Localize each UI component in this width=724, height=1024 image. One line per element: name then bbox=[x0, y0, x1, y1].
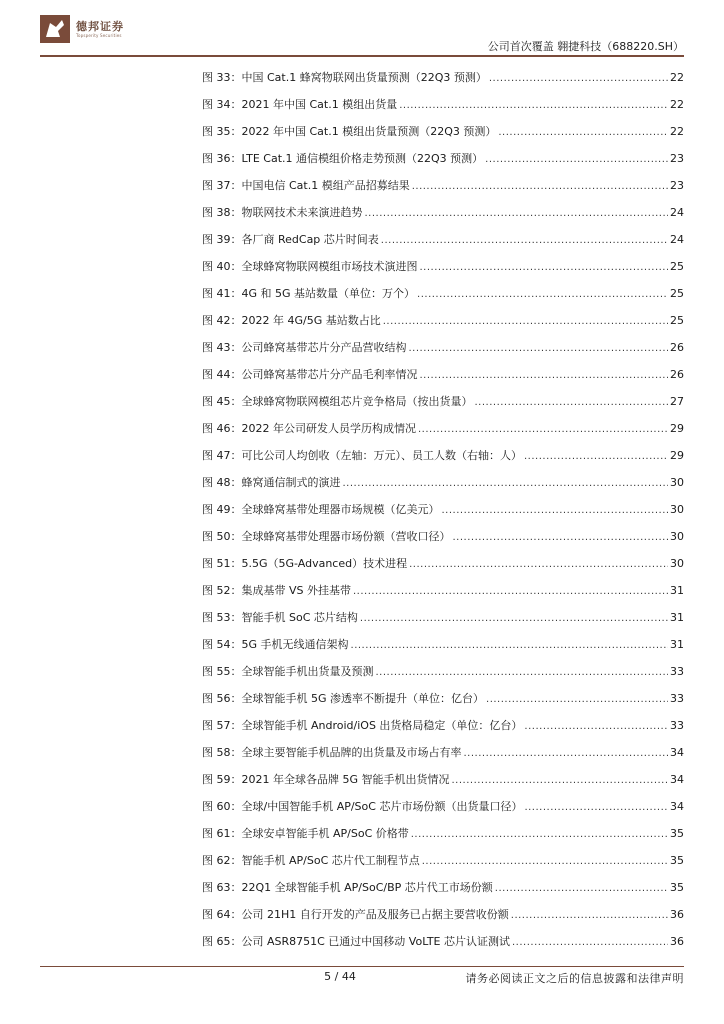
toc-entry-title: 图 53：智能手机 SoC 芯片结构 bbox=[202, 611, 358, 624]
toc-entry[interactable] bbox=[202, 253, 684, 280]
toc-entry-title: 图 40：全球蜂窝物联网模组市场技术演进图 bbox=[202, 260, 418, 273]
toc-entry[interactable] bbox=[202, 631, 684, 658]
toc-leader-dots bbox=[524, 713, 668, 740]
toc-leader-dots bbox=[383, 308, 668, 335]
toc-entry[interactable] bbox=[202, 523, 684, 550]
toc-entry-page: 22 bbox=[670, 125, 684, 138]
toc-entry-page: 31 bbox=[670, 638, 684, 651]
toc-leader-dots bbox=[365, 200, 669, 227]
toc-entry[interactable] bbox=[202, 820, 684, 847]
toc-entry-page: 30 bbox=[670, 557, 684, 570]
toc-leader-dots bbox=[376, 659, 669, 686]
toc-leader-dots bbox=[475, 389, 669, 416]
toc-leader-dots bbox=[489, 65, 668, 92]
toc-entry-page: 31 bbox=[670, 611, 684, 624]
toc-entry[interactable] bbox=[202, 442, 684, 469]
toc-entry-title: 图 56：全球智能手机 5G 渗透率不断提升（单位：亿台） bbox=[202, 692, 485, 705]
toc-entry-title: 图 51：5.5G（5G-Advanced）技术进程 bbox=[202, 557, 408, 570]
toc-entry-page: 24 bbox=[670, 233, 684, 246]
toc-leader-dots bbox=[409, 335, 669, 362]
toc-entry-page: 30 bbox=[670, 530, 684, 543]
toc-entry[interactable] bbox=[202, 307, 684, 334]
toc-entry-page: 23 bbox=[670, 179, 684, 192]
toc-entry[interactable] bbox=[202, 766, 684, 793]
toc-entry[interactable] bbox=[202, 91, 684, 118]
toc-entry-title: 图 44：公司蜂窝基带芯片分产品毛利率情况 bbox=[202, 368, 418, 381]
toc-entry-title: 图 36：LTE Cat.1 通信模组价格走势预测（22Q3 预测） bbox=[202, 152, 484, 165]
toc-leader-dots bbox=[399, 92, 668, 119]
toc-entry[interactable] bbox=[202, 739, 684, 766]
toc-entry-page: 24 bbox=[670, 206, 684, 219]
toc-leader-dots bbox=[422, 848, 668, 875]
toc-entry-page: 26 bbox=[670, 341, 684, 354]
toc-leader-dots bbox=[360, 605, 668, 632]
toc-entry-title: 图 64：公司 21H1 自行开发的产品及服务已占据主要营收份额 bbox=[202, 908, 509, 921]
toc-entry-page: 33 bbox=[670, 665, 684, 678]
toc-entry-page: 30 bbox=[670, 503, 684, 516]
toc-leader-dots bbox=[485, 146, 668, 173]
toc-entry-page: 29 bbox=[670, 449, 684, 462]
toc-entry[interactable] bbox=[202, 712, 684, 739]
toc-entry-title: 图 65：公司 ASR8751C 已通过中国移动 VoLTE 芯片认证测试 bbox=[202, 935, 510, 948]
toc-entry-page: 31 bbox=[670, 584, 684, 597]
toc-entry[interactable] bbox=[202, 604, 684, 631]
report-type: 公司首次覆盖 bbox=[487, 40, 554, 53]
legal-disclaimer: 请务必阅读正文之后的信息披露和法律声明 bbox=[465, 972, 684, 985]
toc-entry-page: 35 bbox=[670, 827, 684, 840]
toc-entry-title: 图 35：2022 年中国 Cat.1 模组出货量预测（22Q3 预测） bbox=[202, 125, 497, 138]
toc-entry-page: 35 bbox=[670, 881, 684, 894]
brand-logo bbox=[40, 14, 124, 44]
toc-entry-title: 图 62：智能手机 AP/SoC 芯片代工制程节点 bbox=[202, 854, 420, 867]
toc-leader-dots bbox=[511, 902, 668, 929]
toc-entry-title: 图 46：2022 年公司研发人员学历构成情况 bbox=[202, 422, 416, 435]
toc-leader-dots bbox=[452, 767, 669, 794]
toc-entry[interactable] bbox=[202, 388, 684, 415]
toc-entry-page: 29 bbox=[670, 422, 684, 435]
toc-entry-title: 图 43：公司蜂窝基带芯片分产品营收结构 bbox=[202, 341, 407, 354]
toc-leader-dots bbox=[464, 740, 669, 767]
toc-entry-page: 22 bbox=[670, 98, 684, 111]
toc-leader-dots bbox=[351, 632, 668, 659]
logo-name-cn: 德邦证券 bbox=[76, 19, 124, 33]
toc-entry[interactable] bbox=[202, 469, 684, 496]
toc-entry-title: 图 59：2021 年全球各品牌 5G 智能手机出货情况 bbox=[202, 773, 450, 786]
toc-entry-page: 36 bbox=[670, 908, 684, 921]
toc-entry[interactable] bbox=[202, 64, 684, 91]
toc-entry-title: 图 54：5G 手机无线通信架构 bbox=[202, 638, 349, 651]
toc-entry-title: 图 37：中国电信 Cat.1 模组产品招募结果 bbox=[202, 179, 410, 192]
toc-leader-dots bbox=[409, 551, 668, 578]
page-number: 5 / 44 bbox=[324, 970, 356, 983]
toc-entry[interactable] bbox=[202, 415, 684, 442]
toc-leader-dots bbox=[486, 686, 668, 713]
toc-entry-title: 图 63：22Q1 全球智能手机 AP/SoC/BP 芯片代工市场份额 bbox=[202, 881, 493, 894]
toc-entry-title: 图 50：全球蜂窝基带处理器市场份额（营收口径） bbox=[202, 530, 451, 543]
toc-entry[interactable] bbox=[202, 334, 684, 361]
toc-leader-dots bbox=[524, 794, 668, 821]
toc-entry-title: 图 55：全球智能手机出货量及预测 bbox=[202, 665, 374, 678]
toc-entry[interactable] bbox=[202, 577, 684, 604]
toc-leader-dots bbox=[420, 362, 669, 389]
toc-entry-page: 23 bbox=[670, 152, 684, 165]
toc-leader-dots bbox=[512, 929, 668, 956]
toc-entry[interactable] bbox=[202, 199, 684, 226]
toc-entry-page: 27 bbox=[670, 395, 684, 408]
toc-leader-dots bbox=[495, 875, 668, 902]
toc-entry[interactable] bbox=[202, 496, 684, 523]
toc-entry-page: 33 bbox=[670, 719, 684, 732]
toc-entry[interactable] bbox=[202, 901, 684, 928]
logo-name-en: Topsperity Securities bbox=[76, 32, 122, 38]
toc-entry-title: 图 61：全球安卓智能手机 AP/SoC 价格带 bbox=[202, 827, 409, 840]
toc-leader-dots bbox=[353, 578, 668, 605]
toc-entry-page: 34 bbox=[670, 800, 684, 813]
toc-leader-dots bbox=[417, 281, 668, 308]
company-logo-icon bbox=[40, 15, 70, 43]
toc-entry-page: 30 bbox=[670, 476, 684, 489]
company-ticker: 翱捷科技（688220.SH） bbox=[557, 40, 684, 53]
toc-entry[interactable] bbox=[202, 172, 684, 199]
toc-entry-page: 26 bbox=[670, 368, 684, 381]
toc-entry[interactable] bbox=[202, 280, 684, 307]
toc-entry-title: 图 47：可比公司人均创收（左轴：万元）、员工人数（右轴：人） bbox=[202, 449, 522, 462]
toc-entry-page: 35 bbox=[670, 854, 684, 867]
toc-leader-dots bbox=[420, 254, 669, 281]
toc-leader-dots bbox=[343, 470, 669, 497]
toc-entry-page: 25 bbox=[670, 260, 684, 273]
toc-leader-dots bbox=[418, 416, 668, 443]
toc-leader-dots bbox=[412, 173, 668, 200]
toc-entry[interactable] bbox=[202, 847, 684, 874]
toc-entry-title: 图 41：4G 和 5G 基站数量（单位：万个） bbox=[202, 287, 416, 300]
footer-divider bbox=[40, 966, 684, 967]
toc-entry-page: 36 bbox=[670, 935, 684, 948]
toc-leader-dots bbox=[442, 497, 669, 524]
toc-entry-title: 图 34：2021 年中国 Cat.1 模组出货量 bbox=[202, 98, 398, 111]
figure-list bbox=[202, 64, 684, 955]
toc-entry-title: 图 45：全球蜂窝物联网模组芯片竞争格局（按出货量） bbox=[202, 395, 473, 408]
toc-entry[interactable] bbox=[202, 658, 684, 685]
toc-entry-title: 图 38：物联网技术未来演进趋势 bbox=[202, 206, 363, 219]
toc-entry[interactable] bbox=[202, 550, 684, 577]
toc-entry-title: 图 58：全球主要智能手机品牌的出货量及市场占有率 bbox=[202, 746, 462, 759]
toc-entry[interactable] bbox=[202, 361, 684, 388]
toc-entry[interactable] bbox=[202, 874, 684, 901]
header-divider bbox=[40, 55, 684, 57]
toc-entry[interactable] bbox=[202, 685, 684, 712]
toc-entry[interactable] bbox=[202, 145, 684, 172]
toc-entry-page: 33 bbox=[670, 692, 684, 705]
toc-entry-page: 34 bbox=[670, 746, 684, 759]
toc-entry[interactable] bbox=[202, 226, 684, 253]
toc-entry-page: 22 bbox=[670, 71, 684, 84]
toc-entry-page: 25 bbox=[670, 287, 684, 300]
report-header bbox=[488, 38, 684, 54]
toc-entry-title: 图 48：蜂窝通信制式的演进 bbox=[202, 476, 341, 489]
toc-leader-dots bbox=[411, 821, 668, 848]
toc-entry-title: 图 60：全球/中国智能手机 AP/SoC 芯片市场份额（出货量口径） bbox=[202, 800, 523, 813]
toc-entry-title: 图 42：2022 年 4G/5G 基站数占比 bbox=[202, 314, 381, 327]
toc-leader-dots bbox=[498, 119, 668, 146]
toc-leader-dots bbox=[453, 524, 669, 551]
toc-entry-page: 34 bbox=[670, 773, 684, 786]
toc-leader-dots bbox=[524, 443, 668, 470]
toc-entry-title: 图 33：中国 Cat.1 蜂窝物联网出货量预测（22Q3 预测） bbox=[202, 71, 487, 84]
toc-entry-title: 图 39：各厂商 RedCap 芯片时间表 bbox=[202, 233, 379, 246]
toc-entry[interactable] bbox=[202, 118, 684, 145]
toc-entry-title: 图 49：全球蜂窝基带处理器市场规模（亿美元） bbox=[202, 503, 440, 516]
toc-entry-title: 图 52：集成基带 VS 外挂基带 bbox=[202, 584, 351, 597]
toc-entry-title: 图 57：全球智能手机 Android/iOS 出货格局稳定（单位：亿台） bbox=[202, 719, 523, 732]
toc-leader-dots bbox=[381, 227, 668, 254]
toc-entry[interactable] bbox=[202, 793, 684, 820]
toc-entry-page: 25 bbox=[670, 314, 684, 327]
toc-entry[interactable] bbox=[202, 928, 684, 955]
